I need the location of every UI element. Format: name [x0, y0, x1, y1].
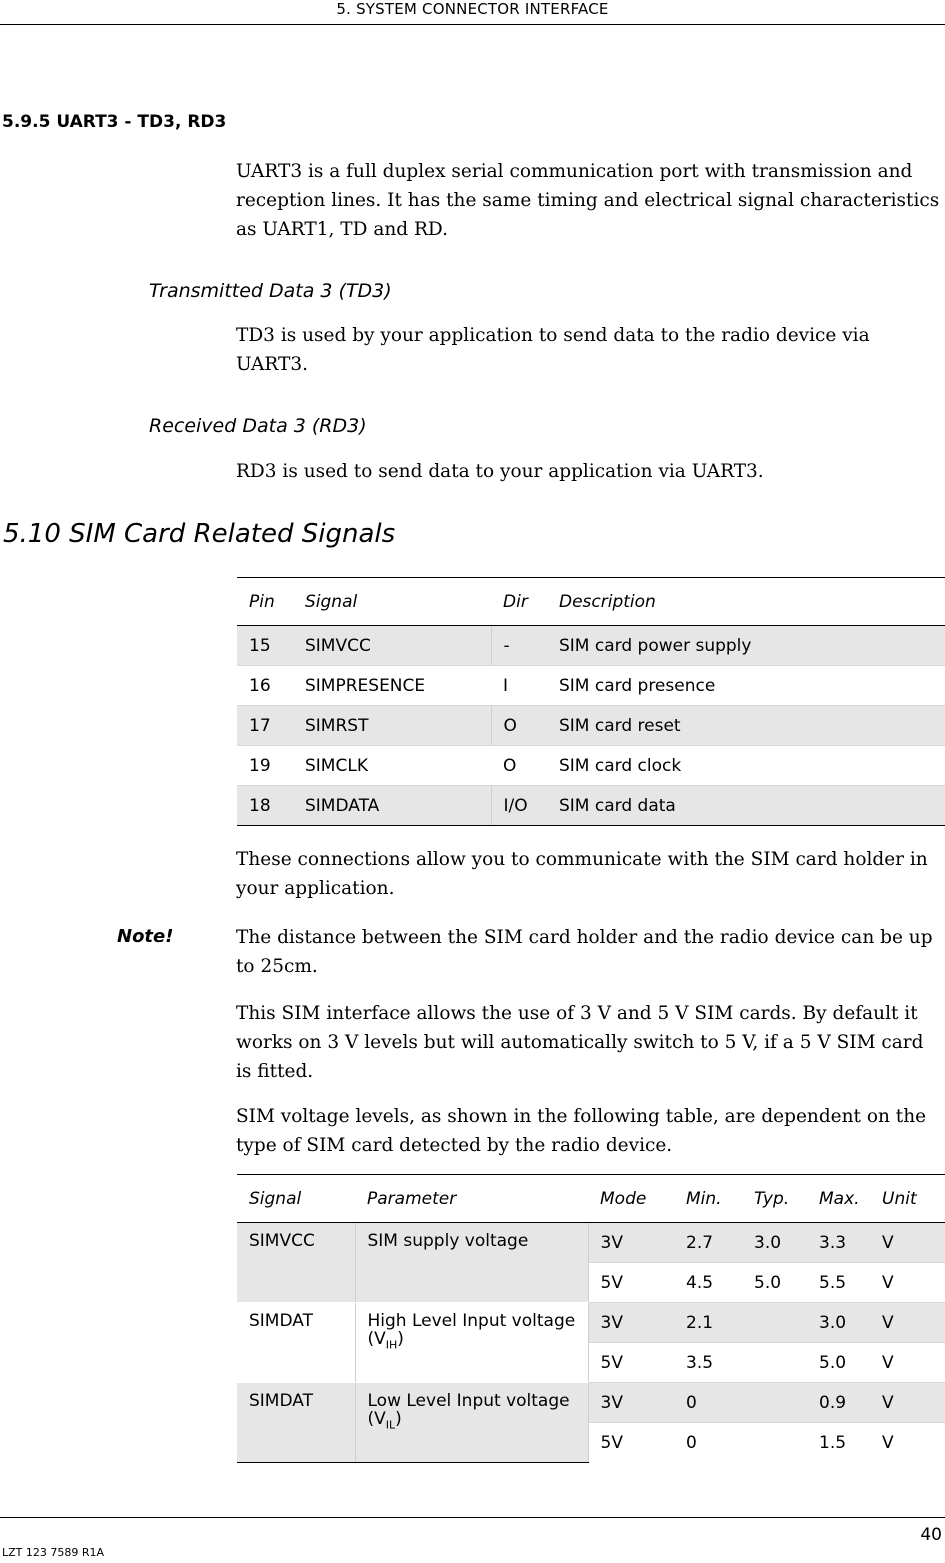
min-cell: 2.7	[674, 1223, 742, 1263]
dir-cell: I/O	[491, 786, 547, 826]
note-label: Note!	[117, 926, 174, 947]
typ-cell	[742, 1383, 807, 1423]
typ-cell: 3.0	[742, 1223, 807, 1263]
dir-cell: O	[491, 746, 547, 786]
column-header-max: Max.	[807, 1175, 870, 1223]
rd3-description: RD3 is used to send data to your application via UART3.	[236, 461, 764, 482]
voltage-intro-text: SIM voltage levels, as shown in the following table, are dependent on the type of SIM card detected by the radio device.	[236, 1106, 927, 1156]
rd3-heading: Received Data 3 (RD3)	[149, 415, 367, 437]
min-cell: 2.1	[674, 1303, 742, 1343]
page-number: 40	[920, 1525, 942, 1545]
signal-cell: SIMVCC	[237, 1223, 355, 1303]
min-cell: 0	[674, 1383, 742, 1423]
pin-cell: 15	[237, 626, 293, 666]
td3-description: TD3 is used by your application to send data to the radio device via UART3.	[236, 325, 870, 375]
description-cell: SIM card clock	[547, 746, 945, 786]
dir-cell: -	[491, 626, 547, 666]
signal-cell: SIMVCC	[293, 626, 491, 666]
column-header-signal: Signal	[237, 1175, 355, 1223]
description-cell: SIM card reset	[547, 706, 945, 746]
unit-cell: V	[882, 1432, 894, 1453]
parameter-subscript: IH	[385, 1338, 398, 1352]
unit-cell: V	[870, 1263, 945, 1303]
section-heading-sim: 5.10 SIM Card Related Signals	[3, 519, 396, 549]
parameter-subscript: IL	[385, 1418, 396, 1432]
table-header-row	[237, 1175, 945, 1223]
sim-interface-text: This SIM interface allows the use of 3 V and 5 V SIM cards. By default it works on 3 V levels but will automatically switch to 5 V, if a 5 V SIM card is fitted.	[236, 1003, 924, 1082]
parameter-end: )	[397, 1329, 404, 1349]
typ-cell	[742, 1303, 807, 1343]
document-id: LZT 123 7589 R1A	[2, 1546, 105, 1559]
parameter-text: High Level Input voltage (V	[367, 1311, 576, 1349]
signal-cell: SIMDAT	[237, 1383, 355, 1463]
parameter-cell	[355, 1383, 588, 1463]
unit-cell: V	[870, 1223, 945, 1263]
column-header-unit: Unit	[870, 1175, 945, 1223]
note-text: The distance between the SIM card holder and the radio device can be up to 25cm.	[236, 927, 933, 977]
parameter-cell	[355, 1303, 588, 1383]
signal-cell: SIMPRESENCE	[293, 666, 491, 706]
signal-cell: SIMRST	[293, 706, 491, 746]
table-row	[237, 1383, 945, 1423]
table-row	[237, 1223, 945, 1263]
mode-cell: 3V	[588, 1383, 674, 1423]
max-cell: 1.5	[819, 1432, 847, 1453]
column-header-mode: Mode	[588, 1175, 674, 1223]
signal-cell: SIMCLK	[293, 746, 491, 786]
max-cell: 5.5	[807, 1263, 870, 1303]
typ-cell	[742, 1423, 807, 1463]
column-header-description: Description	[547, 578, 945, 626]
description-cell: SIM card data	[547, 786, 945, 826]
td3-heading: Transmitted Data 3 (TD3)	[149, 280, 392, 302]
running-header: 5. SYSTEM CONNECTOR INTERFACE	[336, 0, 609, 18]
table-row	[237, 626, 945, 666]
table-row	[237, 706, 945, 746]
sim-voltage-table	[237, 1174, 945, 1463]
table-row	[237, 1303, 945, 1343]
pin-cell: 19	[237, 746, 293, 786]
max-cell: 3.0	[807, 1303, 870, 1343]
mode-cell: 5V	[600, 1432, 623, 1453]
mode-cell: 5V	[588, 1343, 674, 1383]
uart3-description: UART3 is a full duplex serial communication port with transmission and reception lines. It has the same timing and electrical signal characteristics as UART1, TD and RD.	[236, 161, 940, 240]
mode-cell: 5V	[588, 1263, 674, 1303]
description-cell: SIM card presence	[547, 666, 945, 706]
column-header-typ: Typ.	[742, 1175, 807, 1223]
pin-cell: 17	[237, 706, 293, 746]
table-header-row	[237, 578, 945, 626]
connections-text: These connections allow you to communicate with the SIM card holder in your application.	[236, 849, 928, 899]
column-header-dir: Dir	[491, 578, 547, 626]
footer-rule	[0, 1517, 945, 1518]
section-heading-uart3: 5.9.5 UART3 - TD3, RD3	[2, 112, 227, 132]
unit-cell: V	[870, 1343, 945, 1383]
unit-cell: V	[870, 1303, 945, 1343]
description-cell: SIM card power supply	[547, 626, 945, 666]
parameter-text: Low Level Input voltage (V	[367, 1391, 570, 1429]
column-header-signal: Signal	[293, 578, 491, 626]
unit-cell: V	[870, 1383, 945, 1423]
signal-cell: SIMDAT	[237, 1303, 355, 1383]
parameter-end: )	[395, 1409, 402, 1429]
column-header-pin: Pin	[237, 578, 293, 626]
sim-signal-table	[237, 577, 945, 826]
dir-cell: O	[491, 706, 547, 746]
mode-cell: 3V	[588, 1303, 674, 1343]
pin-cell: 16	[237, 666, 293, 706]
typ-cell	[742, 1343, 807, 1383]
header-rule	[0, 24, 945, 25]
dir-cell: I	[491, 666, 547, 706]
max-cell: 3.3	[807, 1223, 870, 1263]
mode-cell: 3V	[588, 1223, 674, 1263]
parameter-cell	[355, 1223, 588, 1303]
max-cell: 5.0	[807, 1343, 870, 1383]
min-cell: 3.5	[674, 1343, 742, 1383]
column-header-min: Min.	[674, 1175, 742, 1223]
min-cell: 0	[686, 1432, 697, 1453]
parameter-text: SIM supply voltage	[367, 1231, 529, 1251]
min-cell: 4.5	[674, 1263, 742, 1303]
table-row	[237, 786, 945, 826]
pin-cell: 18	[237, 786, 293, 826]
table-row	[237, 746, 945, 786]
max-cell: 0.9	[807, 1383, 870, 1423]
typ-cell: 5.0	[742, 1263, 807, 1303]
table-row	[237, 666, 945, 706]
column-header-parameter: Parameter	[355, 1175, 588, 1223]
signal-cell: SIMDATA	[293, 786, 491, 826]
